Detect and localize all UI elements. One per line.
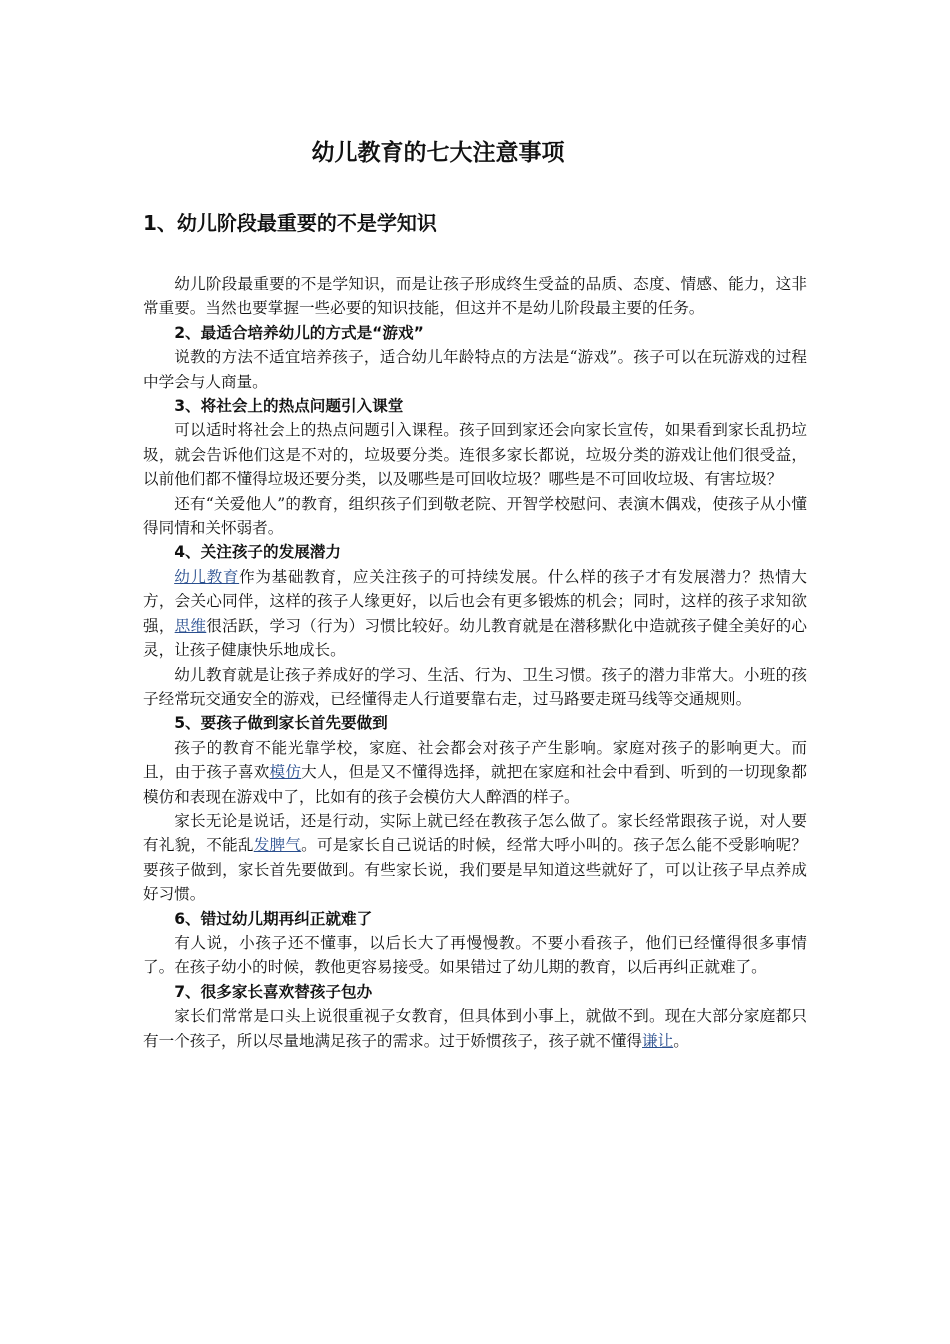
section-5-paragraph-2 (143, 809, 807, 907)
section-4-paragraph-1-text-b: 很活跃，学习（行为）习惯比较好。幼儿教育就是在潜移默化中造就孩子健全美好的心灵，让孩子健康快乐地成长。 (143, 616, 807, 660)
link-thinking[interactable]: 思维 (174, 616, 207, 635)
section-4-heading: 4、关注孩子的发展潜力 (174, 543, 341, 562)
section-4-paragraph-1-text-a: 作为基础教育，应关注孩子的可持续发展。什么样的孩子才有发展潜力？热情大方，会关心同伴，这样的孩子人缘更好，以后也会有更多锻炼的机会；同时，这样的孩子求知欲强， (143, 567, 807, 635)
section-7-heading: 7、很多家长喜欢替孩子包办 (174, 982, 373, 1001)
document-body (143, 272, 807, 1053)
section-5-heading: 5、要孩子做到家长首先要做到 (174, 714, 388, 733)
section-6-heading: 6、错过幼儿期再纠正就难了 (174, 909, 373, 928)
section-5-paragraph-2-text-b: 。可是家长自己说话的时候，经常大呼小叫的。孩子怎么能不受影响呢？要孩子做到，家长首先要做到。有些家长说，我们要是早知道这些就好了，可以让孩子早点养成好习惯。 (143, 836, 807, 904)
section-5-paragraph-2-text-a: 家长无论是说话，还是行动，实际上就已经在教孩子怎么做了。家长经常跟孩子说，对人要有礼貌，不能乱 (143, 811, 807, 855)
section-4-paragraph-1 (143, 565, 807, 663)
section-3-paragraph-2: 还有“关爱他人”的教育，组织孩子们到敬老院、开智学校慰问、表演木偶戏，使孩子从小懂得同情和关怀弱者。 (143, 494, 807, 538)
section-5-paragraph-1-text-b: 大人，但是又不懂得选择，就把在家庭和社会中看到、听到的一切现象都模仿和表现在游戏中了，比如有的孩子会模仿大人醉酒的样子。 (143, 763, 807, 806)
link-early-education[interactable]: 幼儿教育 (174, 567, 240, 586)
section-2-heading: 2、最适合培养幼儿的方式是“游戏” (174, 323, 424, 342)
section-3-heading: 3、将社会上的热点问题引入课堂 (174, 397, 404, 416)
section-4-paragraph-2: 幼儿教育就是让孩子养成好的学习、生活、行为、卫生习惯。孩子的潜力非常大。小班的孩子经常玩交通安全的游戏，已经懂得走人行道要靠右走，过马路要走斑马线等交通规则。 (143, 665, 807, 708)
document-title: 幼儿教育的七大注意事项 (311, 140, 565, 166)
link-imitate[interactable]: 模仿 (269, 763, 302, 782)
section-7-paragraph-text-b: 。 (673, 1031, 689, 1050)
link-temper[interactable]: 发脾气 (253, 836, 302, 855)
section-7-paragraph-text-a: 家长们常常是口头上说很重视子女教育，但具体到小事上，就做不到。现在大部分家庭都只有一个孩子，所以尽量地满足孩子的需求。过于娇惯孩子，孩子就不懂得 (143, 1007, 807, 1050)
section-7-paragraph (143, 1004, 807, 1053)
section-3-paragraph-1: 可以适时将社会上的热点问题引入课程。孩子回到家还会向家长宣传，如果看到家长乱扔垃圾，就会告诉他们这是不对的，垃圾要分类。连很多家长都说，垃圾分类的游戏让他们很受益，以前他们都不懂得垃圾还要分类，以及哪些是可回收垃圾？哪些是不可回收垃圾、有害垃圾？ (143, 421, 807, 489)
link-modesty[interactable]: 谦让 (642, 1031, 674, 1050)
section-6-paragraph: 有人说，小孩子还不懂事，以后长大了再慢慢教。不要小看孩子，他们已经懂得很多事情了。在孩子幼小的时候，教他更容易接受。如果错过了幼儿期的教育，以后再纠正就难了。 (143, 933, 807, 977)
section-5-paragraph-1 (143, 736, 807, 809)
section-2-paragraph: 说教的方法不适宜培养孩子，适合幼儿年龄特点的方法是“游戏”。孩子可以在玩游戏的过程中学会与人商量。 (143, 348, 807, 391)
section-1-paragraph: 幼儿阶段最重要的不是学知识，而是让孩子形成终生受益的品质、态度、情感、能力，这非常重要。当然也要掌握一些必要的知识技能，但这并不是幼儿阶段最主要的任务。 (143, 275, 807, 318)
section-5-paragraph-1-text-a: 孩子的教育不能光靠学校，家庭、社会都会对孩子产生影响。家庭对孩子的影响更大。而且，由于孩子喜欢 (143, 738, 807, 782)
section-1-heading: 1、幼儿阶段最重要的不是学知识 (143, 211, 437, 235)
